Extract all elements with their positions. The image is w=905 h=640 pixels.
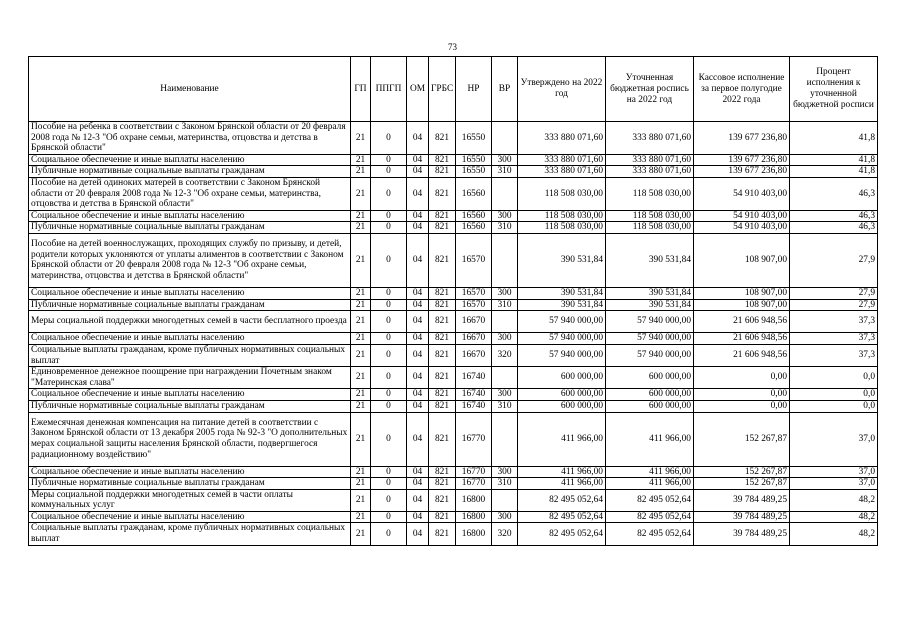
cell-name: Социальное обеспечение и иные выплаты населению	[29, 389, 351, 401]
cell-ppgp: 0	[371, 466, 407, 478]
cell-grbs: 821	[429, 122, 456, 155]
cell-vr: 310	[492, 400, 518, 412]
cell-om: 04	[407, 367, 429, 389]
cell-om: 04	[407, 210, 429, 222]
cell-vr: 300	[492, 333, 518, 345]
cell-name: Меры социальной поддержки многодетных семей в части бесплатного проезда	[29, 311, 351, 333]
cell-gp: 21	[351, 523, 371, 545]
cell-name: Публичные нормативные социальные выплаты гражданам	[29, 299, 351, 311]
cell-grbs: 821	[429, 389, 456, 401]
cell-om: 04	[407, 177, 429, 210]
cell-grbs: 821	[429, 344, 456, 366]
cell-ppgp: 0	[371, 222, 407, 234]
cell-vr	[492, 489, 518, 511]
cell-nr: 16770	[456, 412, 492, 466]
cell-ppgp: 0	[371, 489, 407, 511]
table-header-row	[29, 57, 878, 122]
col-header-name: Наименование	[29, 57, 351, 122]
cell-ppgp: 0	[371, 122, 407, 155]
cell-revised: 82 495 052,64	[606, 489, 694, 511]
cell-percent: 0,0	[790, 389, 878, 401]
cell-executed: 139 677 236,80	[694, 154, 790, 166]
cell-ppgp: 0	[371, 233, 407, 287]
cell-om: 04	[407, 389, 429, 401]
cell-gp: 21	[351, 511, 371, 523]
cell-nr: 16800	[456, 511, 492, 523]
cell-gp: 21	[351, 478, 371, 490]
cell-percent: 46,3	[790, 210, 878, 222]
cell-grbs: 821	[429, 222, 456, 234]
cell-nr: 16570	[456, 287, 492, 299]
cell-percent: 37,3	[790, 344, 878, 366]
cell-gp: 21	[351, 367, 371, 389]
cell-approved: 390 531,84	[518, 299, 606, 311]
cell-approved: 390 531,84	[518, 287, 606, 299]
cell-approved: 118 508 030,00	[518, 222, 606, 234]
cell-revised: 57 940 000,00	[606, 333, 694, 345]
cell-grbs: 821	[429, 511, 456, 523]
cell-name: Социальное обеспечение и иные выплаты населению	[29, 154, 351, 166]
cell-vr: 300	[492, 287, 518, 299]
cell-nr: 16770	[456, 478, 492, 490]
col-header-revised: Уточненная бюджетная роспись на 2022 год	[606, 57, 694, 122]
cell-approved: 411 966,00	[518, 478, 606, 490]
cell-grbs: 821	[429, 166, 456, 178]
table-row	[29, 400, 878, 412]
cell-ppgp: 0	[371, 478, 407, 490]
cell-om: 04	[407, 523, 429, 545]
cell-revised: 118 508 030,00	[606, 222, 694, 234]
col-header-grbs: ГРБС	[429, 57, 456, 122]
cell-approved: 411 966,00	[518, 466, 606, 478]
cell-percent: 37,0	[790, 478, 878, 490]
cell-executed: 39 784 489,25	[694, 489, 790, 511]
cell-percent: 0,0	[790, 400, 878, 412]
cell-approved: 600 000,00	[518, 367, 606, 389]
cell-nr: 16550	[456, 166, 492, 178]
cell-executed: 54 910 403,00	[694, 210, 790, 222]
cell-executed: 39 784 489,25	[694, 523, 790, 545]
cell-vr: 300	[492, 389, 518, 401]
cell-approved: 333 880 071,60	[518, 154, 606, 166]
cell-executed: 152 267,87	[694, 412, 790, 466]
table-row	[29, 166, 878, 178]
cell-om: 04	[407, 287, 429, 299]
cell-revised: 600 000,00	[606, 400, 694, 412]
cell-grbs: 821	[429, 287, 456, 299]
cell-nr: 16740	[456, 389, 492, 401]
cell-approved: 118 508 030,00	[518, 210, 606, 222]
cell-ppgp: 0	[371, 367, 407, 389]
cell-approved: 82 495 052,64	[518, 523, 606, 545]
cell-executed: 108 907,00	[694, 299, 790, 311]
cell-om: 04	[407, 233, 429, 287]
cell-executed: 152 267,87	[694, 466, 790, 478]
cell-percent: 27,9	[790, 233, 878, 287]
cell-revised: 333 880 071,60	[606, 166, 694, 178]
cell-revised: 57 940 000,00	[606, 311, 694, 333]
cell-approved: 57 940 000,00	[518, 344, 606, 366]
col-header-gp: ГП	[351, 57, 371, 122]
cell-executed: 139 677 236,80	[694, 122, 790, 155]
cell-percent: 27,9	[790, 299, 878, 311]
cell-approved: 57 940 000,00	[518, 333, 606, 345]
table-row	[29, 287, 878, 299]
cell-percent: 48,2	[790, 489, 878, 511]
cell-approved: 411 966,00	[518, 412, 606, 466]
cell-name: Социальное обеспечение и иные выплаты населению	[29, 287, 351, 299]
cell-nr: 16670	[456, 311, 492, 333]
col-header-ppgp: ППГП	[371, 57, 407, 122]
cell-ppgp: 0	[371, 523, 407, 545]
cell-approved: 600 000,00	[518, 389, 606, 401]
cell-om: 04	[407, 154, 429, 166]
cell-approved: 600 000,00	[518, 400, 606, 412]
col-header-percent: Процент исполнения к уточненной бюджетной росписи	[790, 57, 878, 122]
cell-executed: 139 677 236,80	[694, 166, 790, 178]
cell-percent: 37,3	[790, 333, 878, 345]
table-row	[29, 523, 878, 545]
cell-gp: 21	[351, 210, 371, 222]
budget-table	[28, 56, 878, 546]
table-row	[29, 222, 878, 234]
cell-percent: 41,8	[790, 166, 878, 178]
table-row	[29, 511, 878, 523]
table-row	[29, 154, 878, 166]
cell-gp: 21	[351, 177, 371, 210]
cell-executed: 21 606 948,56	[694, 333, 790, 345]
table-row	[29, 466, 878, 478]
cell-ppgp: 0	[371, 412, 407, 466]
cell-executed: 21 606 948,56	[694, 344, 790, 366]
cell-om: 04	[407, 222, 429, 234]
cell-grbs: 821	[429, 154, 456, 166]
cell-om: 04	[407, 299, 429, 311]
cell-gp: 21	[351, 389, 371, 401]
cell-vr: 310	[492, 166, 518, 178]
cell-om: 04	[407, 344, 429, 366]
cell-om: 04	[407, 166, 429, 178]
cell-executed: 108 907,00	[694, 287, 790, 299]
cell-grbs: 821	[429, 412, 456, 466]
cell-vr: 300	[492, 466, 518, 478]
table-row	[29, 177, 878, 210]
table-row	[29, 210, 878, 222]
cell-nr: 16570	[456, 233, 492, 287]
table-row	[29, 478, 878, 490]
cell-revised: 118 508 030,00	[606, 210, 694, 222]
table-row	[29, 367, 878, 389]
cell-revised: 600 000,00	[606, 367, 694, 389]
table-row	[29, 333, 878, 345]
cell-revised: 333 880 071,60	[606, 122, 694, 155]
cell-name: Публичные нормативные социальные выплаты гражданам	[29, 400, 351, 412]
cell-name: Социальное обеспечение и иные выплаты населению	[29, 466, 351, 478]
col-header-nr: НР	[456, 57, 492, 122]
cell-ppgp: 0	[371, 389, 407, 401]
cell-gp: 21	[351, 466, 371, 478]
cell-vr: 300	[492, 154, 518, 166]
cell-revised: 600 000,00	[606, 389, 694, 401]
cell-name: Социальные выплаты гражданам, кроме публичных нормативных социальных выплат	[29, 523, 351, 545]
cell-name: Публичные нормативные социальные выплаты гражданам	[29, 166, 351, 178]
cell-grbs: 821	[429, 489, 456, 511]
cell-vr: 300	[492, 511, 518, 523]
cell-gp: 21	[351, 333, 371, 345]
cell-revised: 82 495 052,64	[606, 523, 694, 545]
table-row	[29, 233, 878, 287]
cell-om: 04	[407, 311, 429, 333]
cell-ppgp: 0	[371, 287, 407, 299]
cell-percent: 37,0	[790, 412, 878, 466]
cell-gp: 21	[351, 287, 371, 299]
cell-vr: 310	[492, 478, 518, 490]
cell-nr: 16560	[456, 222, 492, 234]
cell-om: 04	[407, 333, 429, 345]
cell-grbs: 821	[429, 367, 456, 389]
cell-gp: 21	[351, 311, 371, 333]
cell-revised: 411 966,00	[606, 412, 694, 466]
cell-om: 04	[407, 511, 429, 523]
cell-nr: 16570	[456, 299, 492, 311]
cell-nr: 16770	[456, 466, 492, 478]
cell-ppgp: 0	[371, 400, 407, 412]
cell-vr: 310	[492, 222, 518, 234]
cell-vr: 300	[492, 210, 518, 222]
cell-executed: 54 910 403,00	[694, 222, 790, 234]
cell-ppgp: 0	[371, 311, 407, 333]
cell-grbs: 821	[429, 466, 456, 478]
cell-name: Пособие на детей военнослужащих, проходящих службу по призыву, и детей, родители которых уклоняются от уплаты алиментов в соответствии с Законом Брянской области от 20 февраля 2008 года № 12-3 "Об охране семьи, материнства, отцовства и детства в Брянской области"	[29, 233, 351, 287]
cell-ppgp: 0	[371, 177, 407, 210]
cell-executed: 54 910 403,00	[694, 177, 790, 210]
cell-revised: 57 940 000,00	[606, 344, 694, 366]
cell-executed: 21 606 948,56	[694, 311, 790, 333]
cell-executed: 152 267,87	[694, 478, 790, 490]
cell-revised: 82 495 052,64	[606, 511, 694, 523]
table-row	[29, 299, 878, 311]
cell-percent: 46,3	[790, 177, 878, 210]
cell-vr	[492, 412, 518, 466]
cell-vr: 320	[492, 344, 518, 366]
cell-vr	[492, 233, 518, 287]
cell-vr	[492, 311, 518, 333]
cell-percent: 0,0	[790, 367, 878, 389]
cell-percent: 37,0	[790, 466, 878, 478]
cell-executed: 108 907,00	[694, 233, 790, 287]
cell-grbs: 821	[429, 400, 456, 412]
cell-executed: 0,00	[694, 389, 790, 401]
cell-name: Ежемесячная денежная компенсация на питание детей в соответствии с Законом Брянской области от 13 декабря 2005 года № 92-3 "О дополнительных мерах социальной защиты населения Брянской области, подвергшегося радиационному воздействию"	[29, 412, 351, 466]
cell-revised: 390 531,84	[606, 299, 694, 311]
cell-name: Публичные нормативные социальные выплаты гражданам	[29, 222, 351, 234]
cell-percent: 27,9	[790, 287, 878, 299]
cell-nr: 16550	[456, 154, 492, 166]
cell-gp: 21	[351, 344, 371, 366]
cell-om: 04	[407, 412, 429, 466]
cell-nr: 16670	[456, 333, 492, 345]
cell-gp: 21	[351, 299, 371, 311]
cell-om: 04	[407, 466, 429, 478]
cell-revised: 411 966,00	[606, 478, 694, 490]
cell-gp: 21	[351, 166, 371, 178]
cell-vr: 320	[492, 523, 518, 545]
cell-name: Социальное обеспечение и иные выплаты населению	[29, 210, 351, 222]
col-header-executed: Кассовое исполнение за первое полугодие 2022 года	[694, 57, 790, 122]
cell-name: Меры социальной поддержки многодетных семей в части оплаты коммунальных услуг	[29, 489, 351, 511]
cell-approved: 118 508 030,00	[518, 177, 606, 210]
cell-grbs: 821	[429, 478, 456, 490]
cell-name: Пособие на детей одиноких матерей в соответствии с Законом Брянской области от 20 февраля 2008 года № 12-3 "Об охране семьи, материнства, отцовства и детства в Брянской области"	[29, 177, 351, 210]
cell-gp: 21	[351, 154, 371, 166]
cell-gp: 21	[351, 233, 371, 287]
cell-approved: 57 940 000,00	[518, 311, 606, 333]
cell-nr: 16800	[456, 489, 492, 511]
cell-approved: 82 495 052,64	[518, 511, 606, 523]
col-header-approved: Утверждено на 2022 год	[518, 57, 606, 122]
cell-grbs: 821	[429, 523, 456, 545]
cell-vr	[492, 122, 518, 155]
cell-nr: 16800	[456, 523, 492, 545]
cell-ppgp: 0	[371, 299, 407, 311]
cell-revised: 118 508 030,00	[606, 177, 694, 210]
cell-revised: 390 531,84	[606, 233, 694, 287]
cell-percent: 41,8	[790, 122, 878, 155]
col-header-om: ОМ	[407, 57, 429, 122]
cell-gp: 21	[351, 400, 371, 412]
cell-nr: 16740	[456, 400, 492, 412]
cell-grbs: 821	[429, 177, 456, 210]
cell-ppgp: 0	[371, 166, 407, 178]
cell-gp: 21	[351, 122, 371, 155]
cell-ppgp: 0	[371, 154, 407, 166]
cell-nr: 16550	[456, 122, 492, 155]
cell-vr: 310	[492, 299, 518, 311]
cell-percent: 48,2	[790, 511, 878, 523]
cell-nr: 16560	[456, 177, 492, 210]
cell-gp: 21	[351, 489, 371, 511]
cell-name: Социальное обеспечение и иные выплаты населению	[29, 333, 351, 345]
cell-approved: 390 531,84	[518, 233, 606, 287]
col-header-vr: ВР	[492, 57, 518, 122]
cell-percent: 48,2	[790, 523, 878, 545]
table-row	[29, 122, 878, 155]
cell-nr: 16670	[456, 344, 492, 366]
table-row	[29, 344, 878, 366]
cell-percent: 37,3	[790, 311, 878, 333]
cell-grbs: 821	[429, 233, 456, 287]
cell-om: 04	[407, 489, 429, 511]
cell-vr	[492, 367, 518, 389]
cell-name: Единовременное денежное поощрение при награждении Почетным знаком "Материнская слава"	[29, 367, 351, 389]
cell-revised: 333 880 071,60	[606, 154, 694, 166]
cell-name: Социальное обеспечение и иные выплаты населению	[29, 511, 351, 523]
cell-grbs: 821	[429, 210, 456, 222]
table-row	[29, 489, 878, 511]
cell-ppgp: 0	[371, 344, 407, 366]
cell-ppgp: 0	[371, 210, 407, 222]
cell-approved: 333 880 071,60	[518, 166, 606, 178]
cell-om: 04	[407, 400, 429, 412]
cell-nr: 16560	[456, 210, 492, 222]
cell-percent: 46,3	[790, 222, 878, 234]
cell-approved: 82 495 052,64	[518, 489, 606, 511]
cell-ppgp: 0	[371, 333, 407, 345]
cell-ppgp: 0	[371, 511, 407, 523]
table-row	[29, 389, 878, 401]
cell-grbs: 821	[429, 299, 456, 311]
cell-approved: 333 880 071,60	[518, 122, 606, 155]
cell-revised: 411 966,00	[606, 466, 694, 478]
cell-name: Пособие на ребенка в соответствии с Законом Брянской области от 20 февраля 2008 года № 12-3 "Об охране семьи, материнства, отцовства и детства в Брянской области"	[29, 122, 351, 155]
cell-executed: 0,00	[694, 400, 790, 412]
cell-executed: 0,00	[694, 367, 790, 389]
page-number: 73	[448, 42, 457, 52]
cell-percent: 41,8	[790, 154, 878, 166]
table-row	[29, 311, 878, 333]
cell-om: 04	[407, 122, 429, 155]
cell-name: Социальные выплаты гражданам, кроме публичных нормативных социальных выплат	[29, 344, 351, 366]
cell-executed: 39 784 489,25	[694, 511, 790, 523]
cell-vr	[492, 177, 518, 210]
cell-nr: 16740	[456, 367, 492, 389]
cell-om: 04	[407, 478, 429, 490]
cell-grbs: 821	[429, 311, 456, 333]
cell-grbs: 821	[429, 333, 456, 345]
cell-gp: 21	[351, 222, 371, 234]
table-row	[29, 412, 878, 466]
cell-revised: 390 531,84	[606, 287, 694, 299]
cell-name: Публичные нормативные социальные выплаты гражданам	[29, 478, 351, 490]
cell-gp: 21	[351, 412, 371, 466]
